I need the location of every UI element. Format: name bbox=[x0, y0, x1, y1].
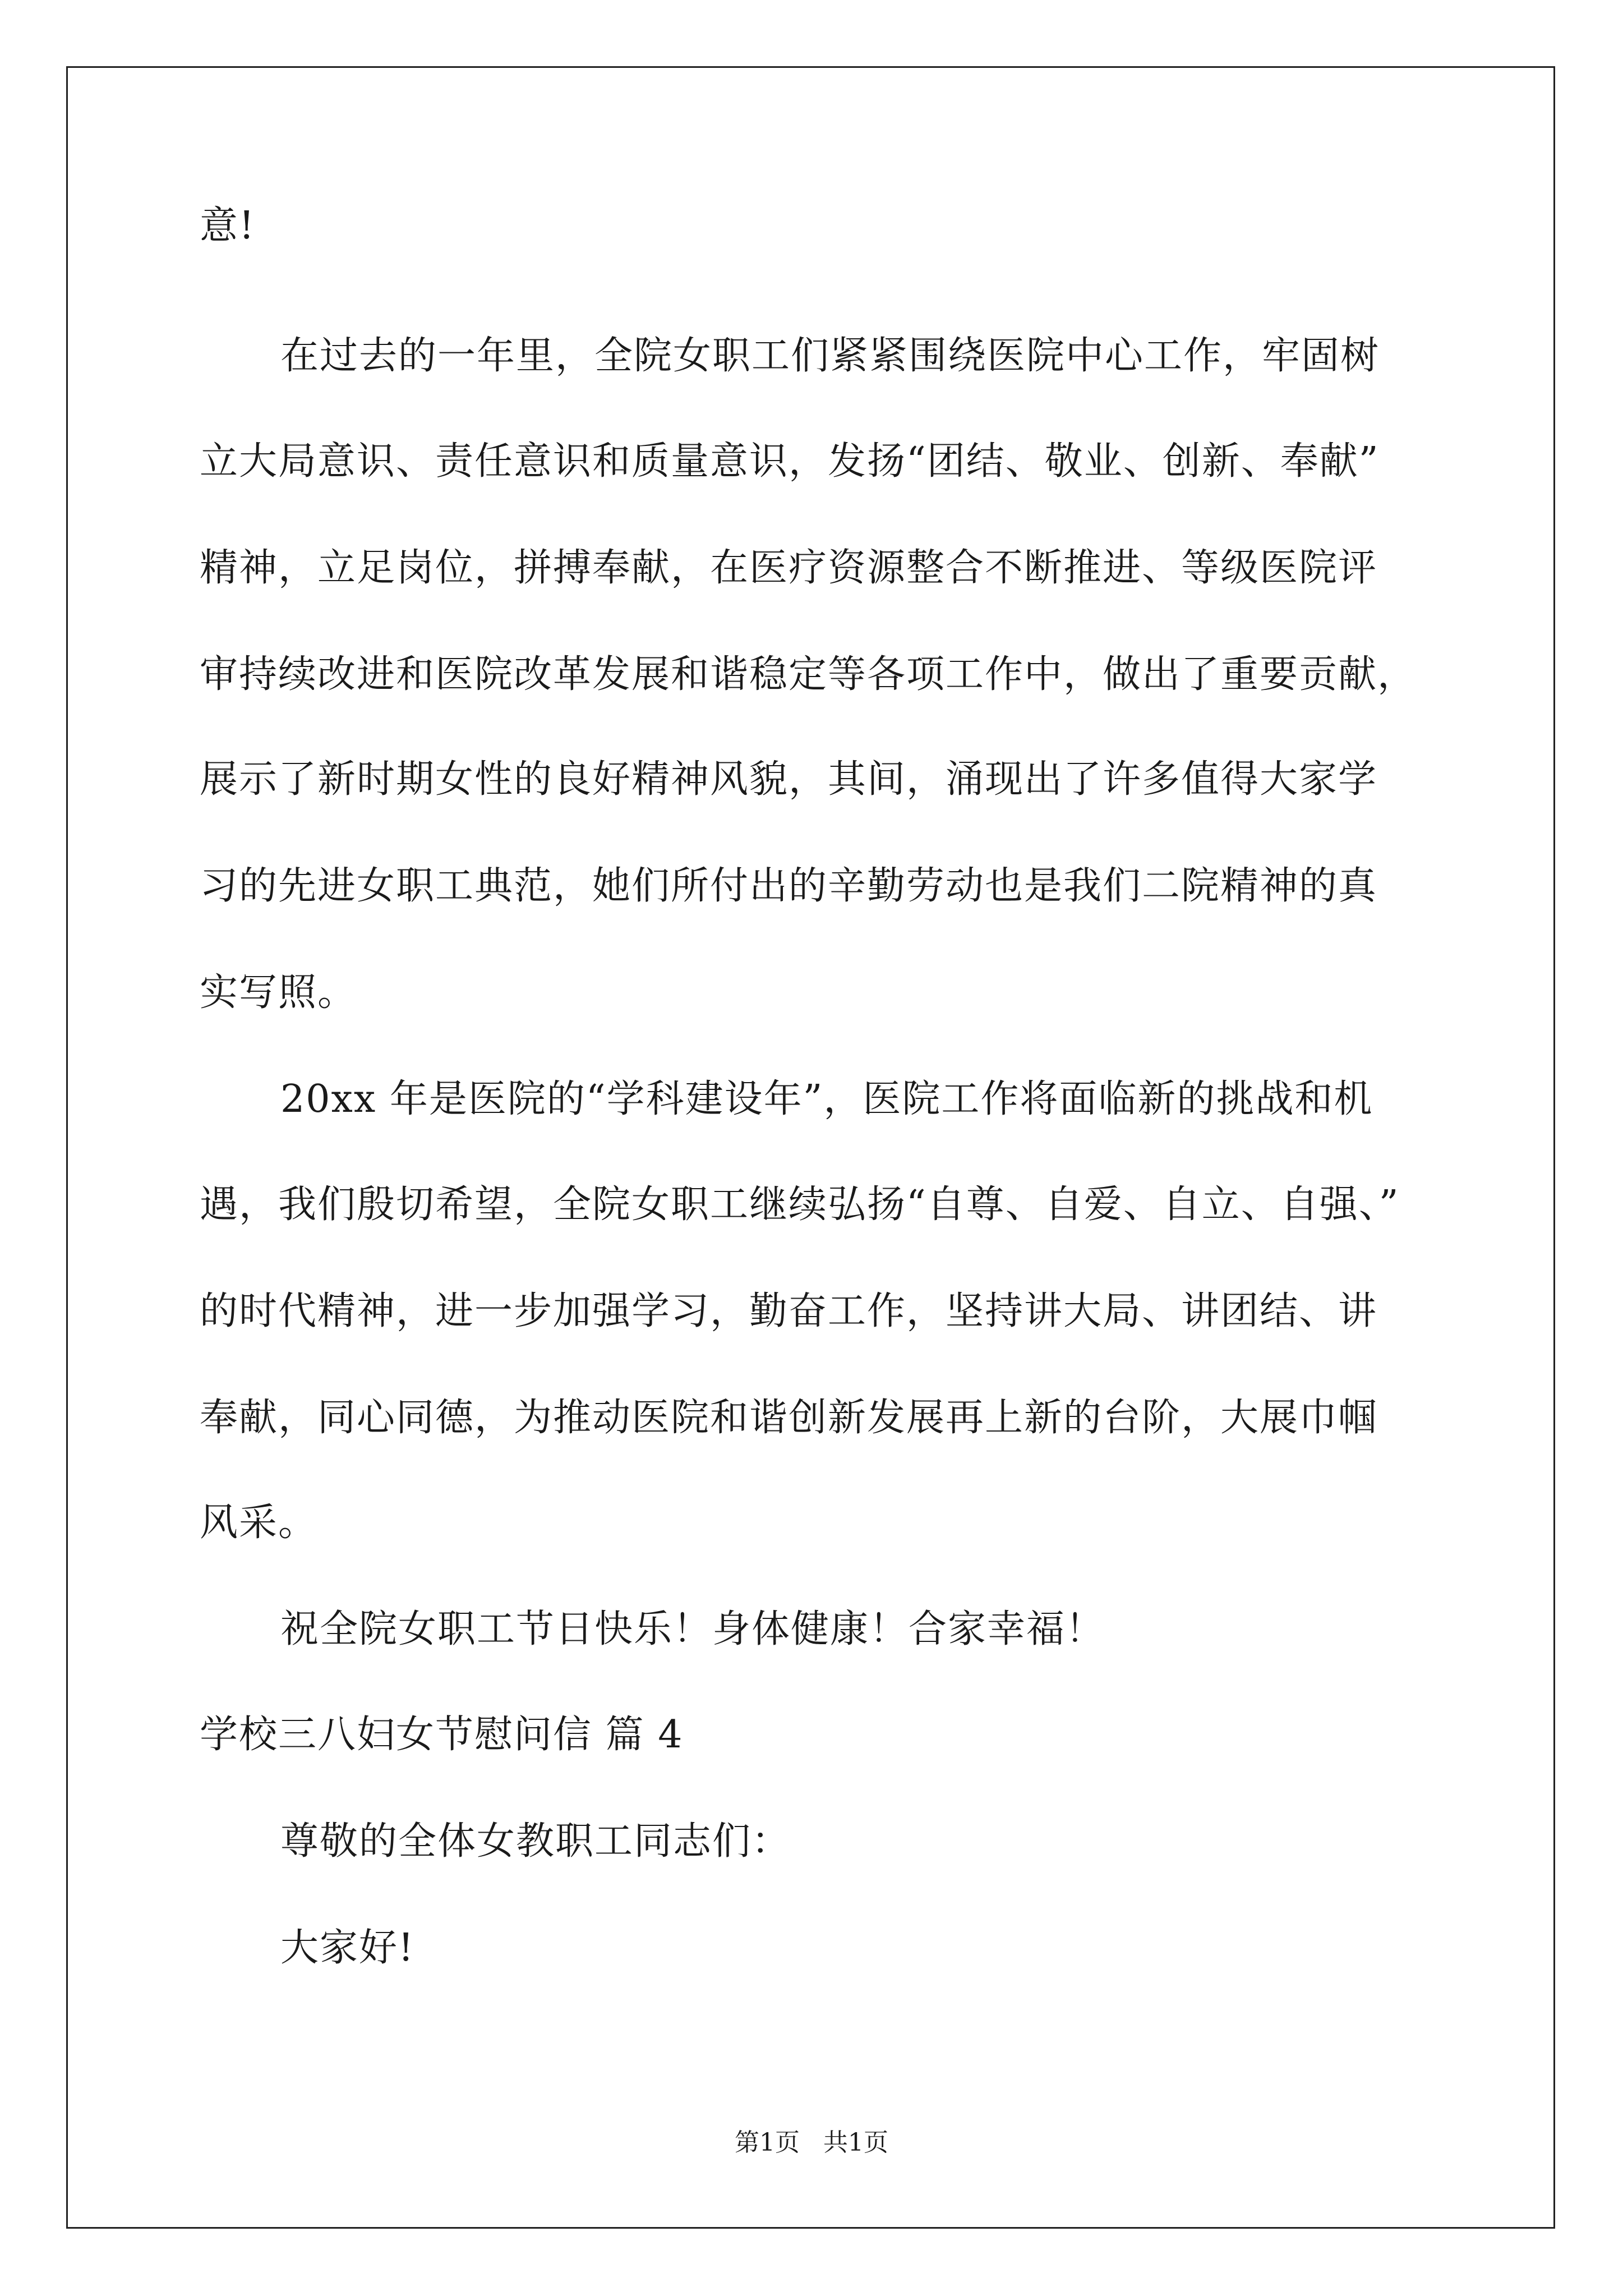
page-footer: 第1页 共1页 bbox=[735, 2128, 888, 2157]
page-border bbox=[66, 66, 1555, 2229]
text-line: 20xx 年是医院的“学科建设年”，医院工作将面临新的挑战和机 bbox=[280, 1077, 1373, 1121]
text-line: 审持续改进和医院改革发展和谐稳定等各项工作中，做出了重要贡献， bbox=[200, 652, 1417, 697]
text-line: 立大局意识、责任意识和质量意识，发扬“团结、敬业、创新、奉献” bbox=[200, 439, 1380, 484]
section-heading: 学校三八妇女节慰问信 篇 4 bbox=[200, 1713, 684, 1757]
text-line: 展示了新时期女性的良好精神风貌，其间，涌现出了许多值得大家学 bbox=[200, 757, 1378, 802]
salutation: 尊敬的全体女教职工同志们： bbox=[280, 1819, 791, 1864]
text-line: 风采。 bbox=[200, 1501, 318, 1545]
text-line: 奉献，同心同德，为推动医院和谐创新发展再上新的台阶，大展巾帼 bbox=[200, 1396, 1378, 1440]
text-line: 精神，立足岗位，拼搏奉献，在医疗资源整合不断推进、等级医院评 bbox=[200, 546, 1378, 590]
text-line: 习的先进女职工典范，她们所付出的辛勤劳动也是我们二院精神的真 bbox=[200, 864, 1378, 908]
text-line: 在过去的一年里，全院女职工们紧紧围绕医院中心工作，牢固树 bbox=[280, 334, 1380, 378]
text-line: 遇，我们殷切希望，全院女职工继续弘扬“自尊、自爱、自立、自强、” bbox=[200, 1182, 1400, 1227]
text-line: 实写照。 bbox=[200, 970, 357, 1015]
text-line: 意! bbox=[200, 204, 256, 248]
text-line: 的时代精神，进一步加强学习，勤奋工作，坚持讲大局、讲团结、讲 bbox=[200, 1289, 1378, 1333]
greeting: 大家好! bbox=[280, 1926, 415, 1970]
text-line: 祝全院女职工节日快乐！身体健康！合家幸福！ bbox=[280, 1607, 1105, 1651]
